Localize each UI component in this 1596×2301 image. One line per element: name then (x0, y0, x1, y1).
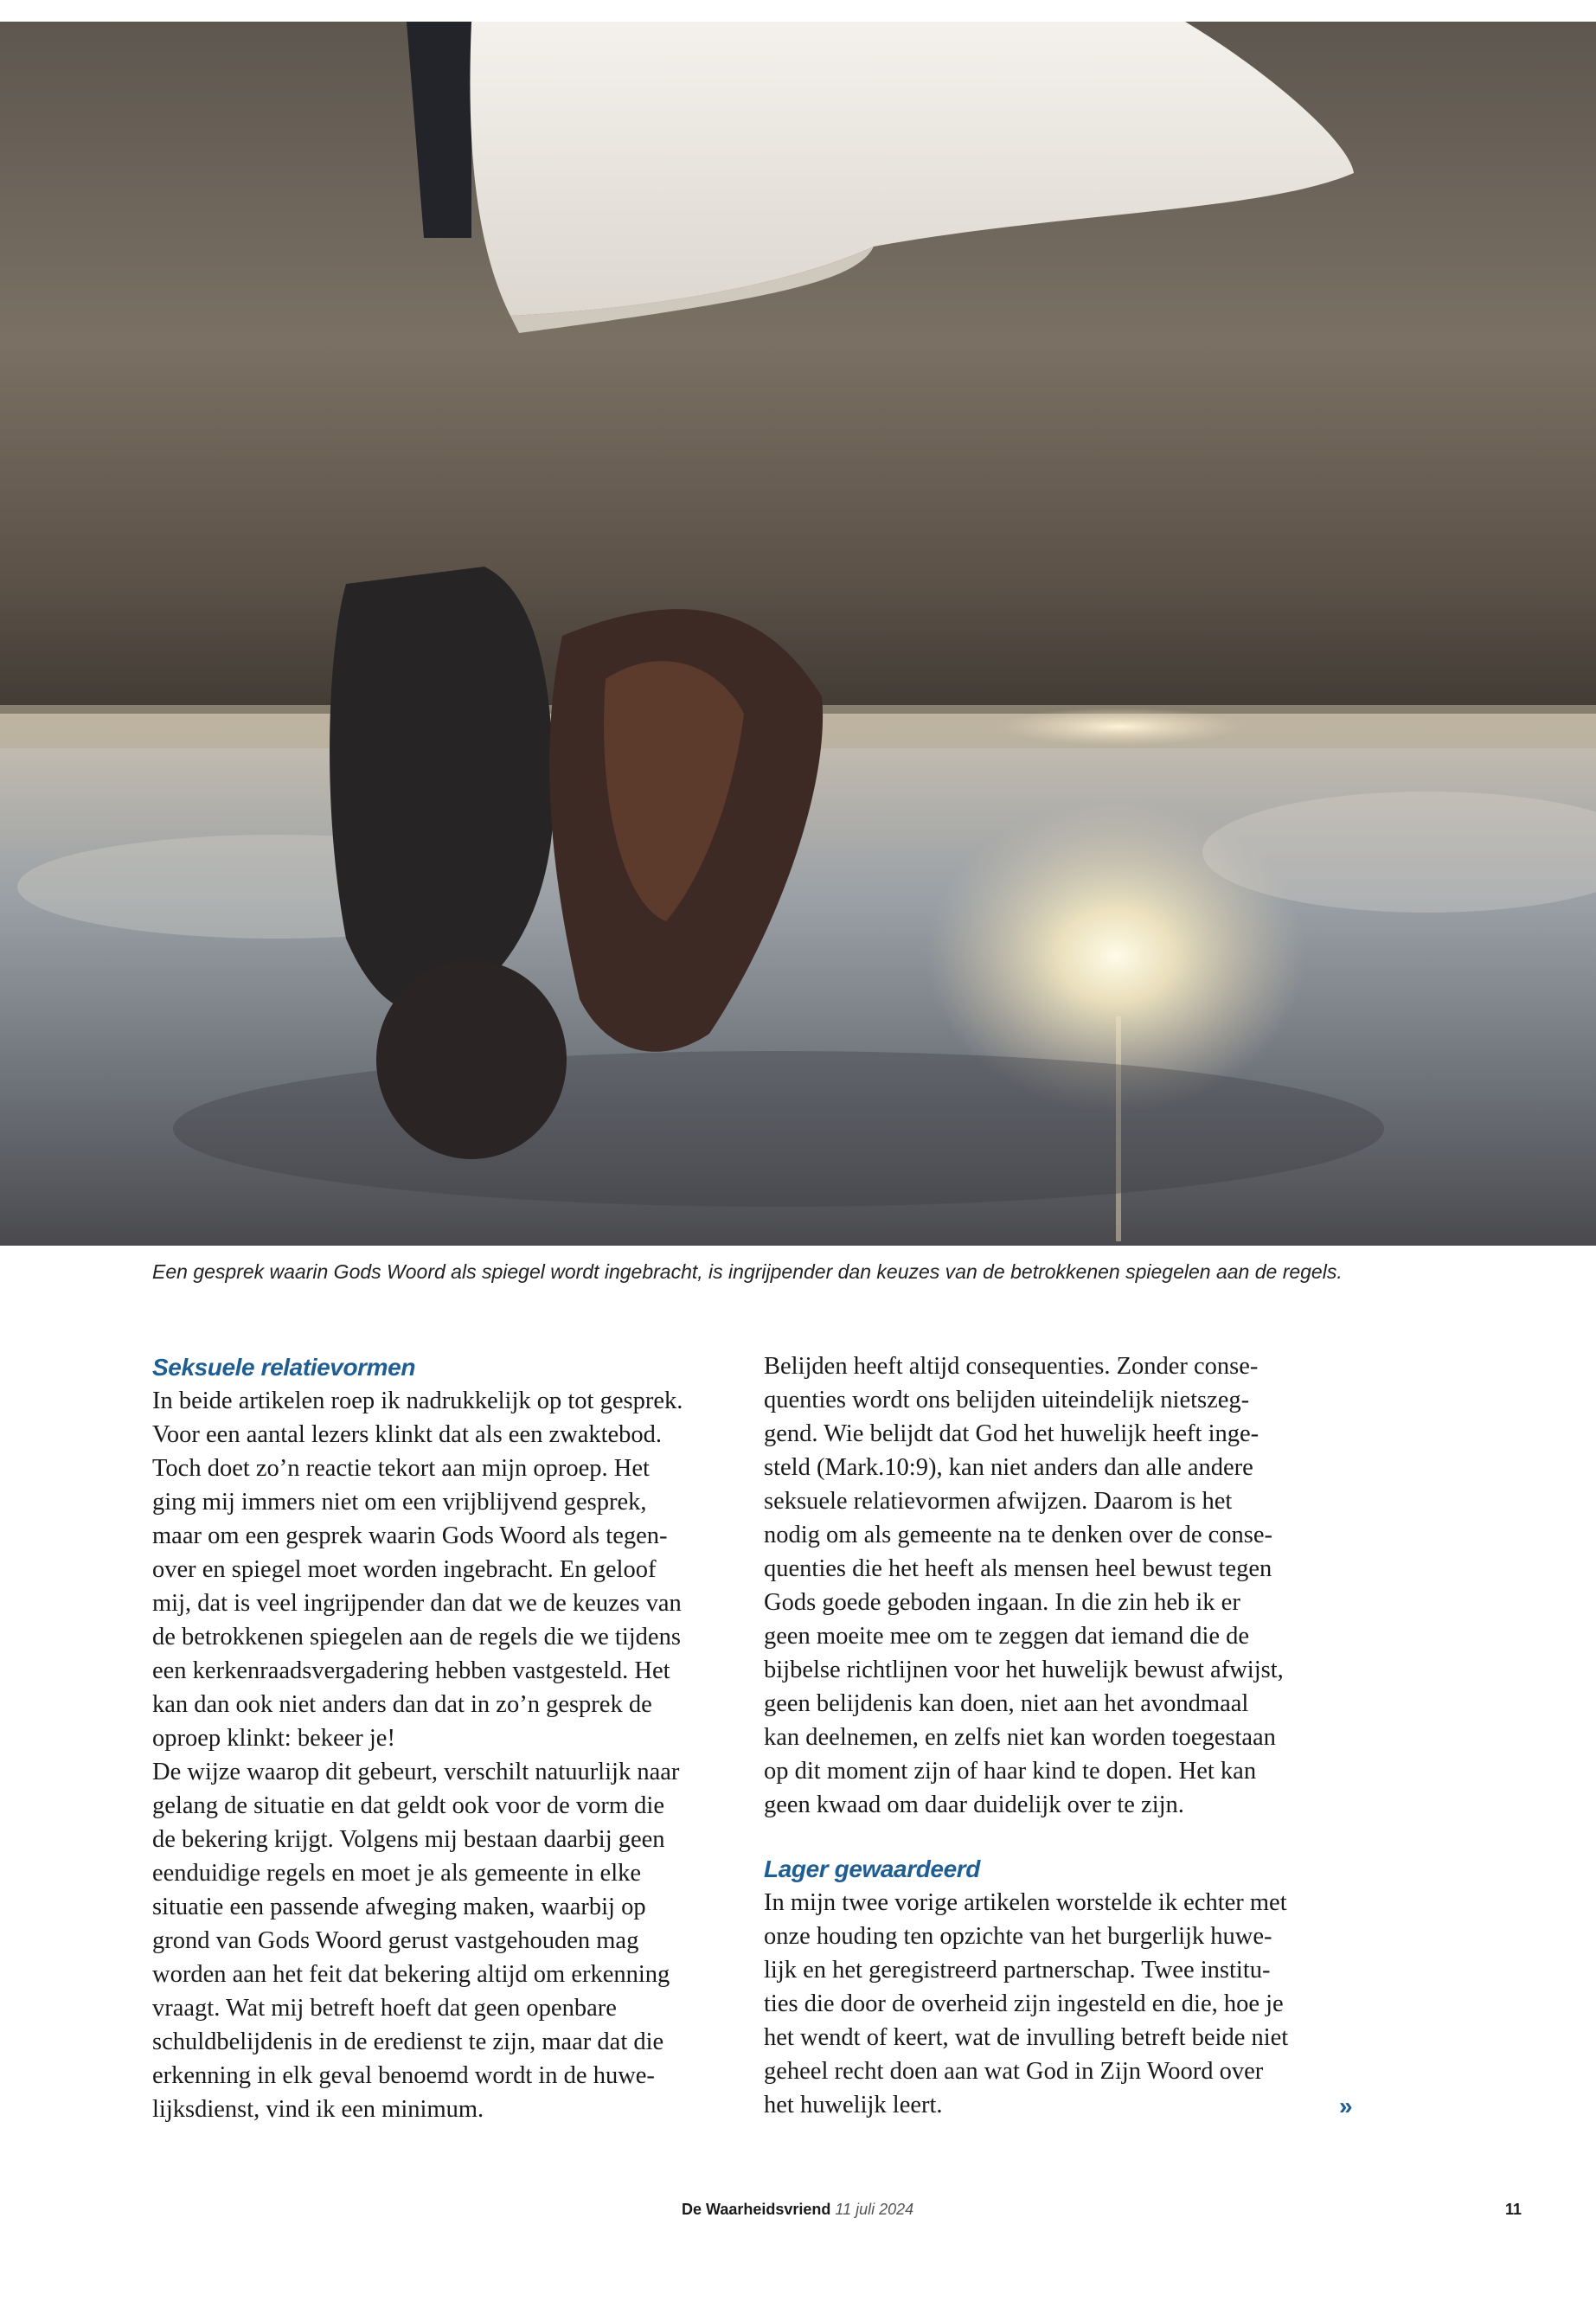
text-line: schuldbelijdenis in de eredienst te zijn, maar dat die (152, 2029, 664, 2055)
text-line: geen kwaad om daar duidelijk over te zijn. (764, 1791, 1184, 1818)
text-line: onze houding ten opzichte van het burgerlijk huwe- (764, 1923, 1272, 1950)
text-line: vraagt. Wat mij betreft hoeft dat geen openbare (152, 1995, 617, 2022)
text-line: maar om een gesprek waarin Gods Woord als tegen- (152, 1522, 668, 1549)
text-line: de betrokkenen spiegelen aan de regels die we tijdens (152, 1624, 681, 1650)
text-line: grond van Gods Woord gerust vastgehouden mag (152, 1927, 639, 1954)
text-line: In mijn twee vorige artikelen worstelde ik echter met (764, 1889, 1287, 1916)
text-line: geheel recht doen aan wat God in Zijn Woord over (764, 2058, 1264, 2085)
section-heading: Seksuele relatievormen (152, 1354, 416, 1381)
text-line: geen moeite mee om te zeggen dat iemand die de (764, 1623, 1250, 1650)
footer-publication (682, 2201, 913, 2219)
photo-caption: Een gesprek waarin Gods Woord als spiegel wordt ingebracht, is ingrijpender dan keuzes van de betrokkenen spiegelen aan de regels. (152, 1260, 1343, 1283)
text-line: quenties wordt ons belijden uiteindelijk nietszeg- (764, 1387, 1250, 1413)
cover-photo (0, 22, 1596, 1246)
text-line: nodig om als gemeente na te denken over de conse- (764, 1522, 1272, 1548)
text-line: op dit moment zijn of haar kind te dopen. Het kan (764, 1758, 1257, 1785)
section-heading: Lager gewaardeerd (764, 1856, 980, 1882)
text-line: Gods goede geboden ingaan. In die zin heb ik er (764, 1589, 1240, 1616)
photo-icon (0, 22, 1596, 1246)
text-line: lijksdienst, vind ik een minimum. (152, 2096, 484, 2123)
paragraph-text (152, 1384, 758, 2126)
text-line: ging mij immers niet om een vrijblijvend gesprek, (152, 1489, 647, 1516)
right-column (764, 1349, 1369, 2122)
text-line: Voor een aantal lezers klinkt dat als een zwaktebod. (152, 1421, 663, 1448)
text-line: quenties die het heeft als mensen heel bewust tegen (764, 1555, 1272, 1582)
text-line: situatie een passende afweging maken, waarbij op (152, 1894, 646, 1920)
text-line: steld (Mark.10:9), kan niet anders dan alle andere (764, 1454, 1253, 1481)
paragraph-text (764, 1349, 1369, 1822)
text-line: het wendt of keert, wat de invulling betreft beide niet (764, 2024, 1289, 2051)
text-line: De wijze waarop dit gebeurt, verschilt natuurlijk naar (152, 1759, 680, 1785)
text-line: kan deelnemen, en zelfs niet kan worden toegestaan (764, 1724, 1276, 1751)
text-line: erkenning in elk geval benoemd wordt in de huwe- (152, 2062, 655, 2089)
text-line: oproep klinkt: bekeer je! (152, 1725, 395, 1752)
page-footer (0, 2201, 1596, 2227)
text-line: het huwelijk leert. (764, 2092, 943, 2118)
text-line: In beide artikelen roep ik nadrukkelijk op tot gesprek. (152, 1388, 683, 1414)
left-column (152, 1349, 758, 2126)
page-number: 11 (1505, 2201, 1522, 2218)
text-line: gend. Wie belijdt dat God het huwelijk heeft inge- (764, 1420, 1259, 1447)
text-line: over en spiegel moet worden ingebracht. En geloof (152, 1556, 657, 1583)
text-line: ties die door de overheid zijn ingesteld en die, hoe je (764, 1990, 1284, 2017)
text-line: seksuele relatievormen afwijzen. Daarom is het (764, 1488, 1233, 1515)
text-line: de bekering krijgt. Volgens mij bestaan daarbij geen (152, 1826, 665, 1853)
text-line: mij, dat is veel ingrijpender dan dat we de keuzes van (152, 1590, 682, 1617)
text-line: lijk en het geregistreerd partnerschap. Twee institu- (764, 1957, 1271, 1984)
text-line: Belijden heeft altijd consequenties. Zonder conse- (764, 1353, 1259, 1380)
text-line: bijbelse richtlijnen voor het huwelijk bewust afwijst, (764, 1657, 1284, 1683)
text-line: gelang de situatie en dat geldt ook voor de vorm die (152, 1792, 665, 1819)
paragraph-text (764, 1886, 1369, 2122)
publication-date: 11 juli 2024 (835, 2201, 914, 2218)
text-line: worden aan het feit dat bekering altijd om erkenning (152, 1961, 670, 1988)
text-line: Toch doet zo’n reactie tekort aan mijn oproep. Het (152, 1455, 650, 1482)
text-line: geen belijdenis kan doen, niet aan het avondmaal (764, 1690, 1249, 1717)
text-line: eenduidige regels en moet je als gemeente in elke (152, 1860, 642, 1887)
text-line: een kerkenraadsvergadering hebben vastgesteld. Het (152, 1657, 670, 1684)
text-line: kan dan ook niet anders dan dat in zo’n gesprek de (152, 1691, 652, 1718)
continue-arrow-icon: » (1339, 2093, 1353, 2119)
publication-name: De Waarheidsvriend (682, 2201, 831, 2218)
